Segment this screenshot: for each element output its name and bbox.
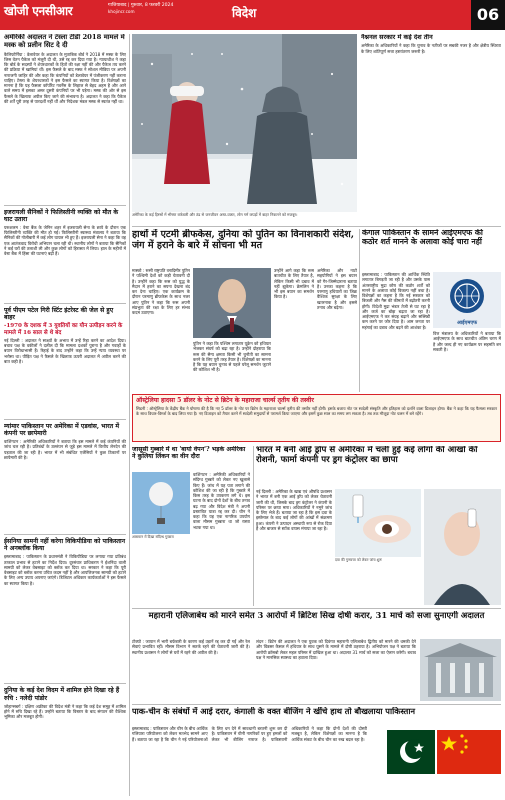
putin-article-col4: अमेरिका और नाटो सहयोगियों ने इस बयान को गैर-जिम्मेदाराना बताया है। उनका कहना है कि परमाणु हथियारों का जिक्र वैश्विक सुरक्षा के लिए खतरनाक है और इससे तनाव और बढ़ेगा। — [317, 268, 357, 310]
uk-court-headline-box — [132, 611, 501, 637]
dateline: गाजियाबाद | गुरुवार, 8 फरवरी 2024 — [108, 3, 174, 8]
article-israel: यरूशलम : वेस्ट बैंक के जेनिन शहर में इजरायली सेना के छापे के दौरान एक फिलिस्तीनी व्यक्ति की मौत हो गई। फिलिस्तीनी स्वास्थ्य मंत्रालय ने बताया कि सैनिकों की गोलीबारी में कई लोग घायल भी हुए हैं। इजरायली सेना ने कहा कि वह एक आतंकवाद विरोधी अभियान चला रही थी। स्थानीय लोगों ने बताया कि सैनिकों ने कई घरों की तलाशी ली और कुछ लोगों को हिरासत में लिया। हाल के महीनों में वेस्ट बैंक में हिंसा की घटनाएं बढ़ी हैं। — [4, 224, 126, 257]
edition-url: khojincr.com — [108, 9, 135, 14]
headline-jail-release: पूर्व पीएम पटेल गिरी स्टिंट इंटरेस्ट की जेल से हुए बाहर — [4, 306, 114, 321]
pak-china-flags — [371, 726, 501, 796]
snow-photo-caption: अमेरिका के कई हिस्सों में भीषण बर्फबारी और ठंड से जनजीवन अस्त-व्यस्त, लोग गर्म कपड़ों में बाहर निकलने को मजबूर। — [132, 212, 298, 217]
article-tesla: कैलिफोर्निया : डेलावेयर के अदालत के मुताबिक बोर्ड ने 2018 में मस्क के लिए जिस वेतन पैकेज को मंजूरी दी थी, उसे रद्द कर दिया गया है। न्यायाधीश ने कहा कि बोर्ड के सदस्यों ने शेयरधारकों के हितों की रक्षा नहीं की और पैकेज तय करने की प्रक्रिया में खामियां थीं। इस फैसले के बाद मस्क ने सोशल मीडिया पर अपनी नाराजगी जाहिर की और कहा कि कंपनियों को डेलावेयर में पंजीकरण नहीं कराना चाहिए। टेस्ला के शेयरधारकों ने इस फैसले का स्वागत किया है। विशेषज्ञों का मानना है कि यह फैसला कॉर्पोरेट गवर्नेंस के लिहाज से बेहद अहम है और आने वाले समय में इसका असर दूसरी कंपनियों पर भी पड़ेगा। मस्क की ओर से इस फैसले के खिलाफ अपील किए जाने की संभावना है। अदालत ने कहा कि पैकेज की शर्तें पूरी तरह से पारदर्शी नहीं थीं और निदेशक मंडल मस्क से स्वतंत्र नहीं था। — [4, 51, 126, 104]
masthead-brand: खोजी एनसीआर — [4, 4, 73, 18]
headline-pak-china: पाक-चीन के संबंधों में आई दरार, कंगाली के वक्त बीजिंग ने खींचे हाथ तो बौखलाया पाकिस्तान — [132, 707, 415, 716]
balloon-illustration — [132, 472, 190, 534]
uk-court-photo — [420, 639, 501, 701]
article-pak-china: इस्लामाबाद : पाकिस्तान और चीन के बीच आर्थिक गलियारा परियोजना को लेकर मतभेद सामने आए हैं। बताया जा रहा है कि चीन ने नई परियोजनाओं के लिए धन देने में सावधानी बरतनी शुरू कर दी है। पाकिस्तान में चीनी नागरिकों पर हुए हमलों को लेकर भी बीजिंग नाराज है। पाकिस्तानी अधिकारियों ने कहा कि दोनों देशों की दोस्ती मजबूत है, लेकिन विशेषज्ञों का मानना है कि आर्थिक संकट के बीच चीन का रुख बदल रहा है। — [132, 726, 367, 742]
right-column-top — [361, 34, 501, 202]
imf-label: आईएमएफ — [457, 319, 477, 326]
left-column — [4, 34, 126, 796]
column-divider — [359, 229, 360, 392]
article-brics: जोहान्सबर्ग : दक्षिण अफ्रीका की विदेश मंत्री ने कहा कि कई देश समूह में शामिल होने में रुचि दिखा रहे हैं। उन्होंने बताया कि विस्तार के बाद संगठन की वैश्विक भूमिका और मजबूत होगी। — [4, 703, 126, 720]
uk-court-illustration — [420, 639, 501, 701]
page-number: 06 — [471, 0, 505, 30]
eyedrop-headline-box — [256, 446, 501, 486]
article-wikipedia: इस्लामाबाद : पाकिस्तान के प्रधानमंत्री ने विकिपीडिया पर लगाया गया प्रतिबंध तत्काल प्रभाव से हटाने का निर्देश दिया। दूरसंचार प्राधिकरण ने ईशनिंदा वाली सामग्री को लेकर वेबसाइट को ब्लॉक कर दिया था। सरकार ने कहा कि पूरी वेबसाइट को ब्लॉक करना उचित कदम नहीं है और आपत्तिजनक सामग्री को हटाने के लिए अन्य उपाय अपनाए जाएंगे। डिजिटल अधिकार कार्यकर्ताओं ने इस फैसले का स्वागत किया है। — [4, 554, 126, 586]
article-australia-note: सिडनी : ऑस्ट्रेलिया के केंद्रीय बैंक ने घोषणा की है कि नए 5 डॉलर के नोट पर ब्रिटेन के महाराजा चार्ल्स तृतीय की तस्वीर नहीं होगी। इसके बजाय नोट पर स्वदेशी संस्कृति और इतिहास को दर्शाने वाला डिजाइन होगा। बैंक ने कहा कि यह फैसला सरकार के साथ विचार-विमर्श के बाद लिया गया है। नए डिजाइन को तैयार करने में स्वदेशी समुदायों से परामर्श किया जाएगा और इसमें कुछ साल का समय लग सकता है। तब तक मौजूदा नोट चलन में बने रहेंगे। — [136, 405, 497, 416]
imf-logo-photo — [433, 272, 501, 328]
article-raids: वाशिंगटन : अमेरिकी अधिकारियों ने बताया कि इस मामले में कई कंपनियों की जांच चल रही है। प्रतिबंधों के उल्लंघन से जुड़े इस मामले में वित्तीय लेनदेन की पड़ताल की जा रही है। भारत में भी संबंधित एजेंसियों ने कुछ ठिकानों पर छापेमारी की है। — [4, 439, 126, 460]
article-uk-court: लंदन : ब्रिटेन की अदालत ने एक युवक को दिवंगत महारानी एलिजाबेथ द्वितीय को मारने की धमकी देने और विंडसर कैसल में हथियार के साथ घुसने के मामले में दोषी ठहराया है। अभियोजन पक्ष ने बताया कि आरोपी क्रॉसबो लेकर महल परिसर में दाखिल हुआ था। अदालत 31 मार्च को सजा का ऐलान करेगी। बचाव पक्ष ने मानसिक स्वास्थ्य का हवाला दिया। — [256, 639, 416, 660]
headline-tesla: अमेरिकी अदालत ने टेस्ला टीडी 2018 मामले में मस्क को प्रलीन सिट दे दी — [4, 34, 125, 49]
headline-raids: म्यांमार पाकिस्तान पर अमेरिका में एडवांस, भारत में कंपनी पर छापेमारी — [4, 422, 120, 438]
snow-street-photo — [132, 34, 357, 212]
divider — [4, 419, 126, 420]
putin-headline-box — [132, 229, 357, 265]
putin-article-col1: मास्को : रूसी राष्ट्रपति व्लादिमीर पुतिन ने पश्चिमी देशों को कड़ी चेतावनी दी है। उन्होंने कहा कि रूस को युद्ध के मैदान में हराने का सपना देखना बंद कर देना चाहिए। एक कार्यक्रम के दौरान परमाणु ब्रीफकेस के साथ नजर आए पुतिन ने कहा कि रूस अपनी संप्रभुता की रक्षा के लिए हर संभव कदम उठाएगा। — [132, 268, 190, 315]
balloon-headline-box — [132, 446, 250, 470]
article-balloon: वाशिंगटन : अमेरिकी अधिकारियों ने संदिग्ध गुब्बारे को लेकर नए खुलासे किए हैं। जांच में यह पता लगाने की कोशिश की जा रही है कि गुब्बारे में किस तरह के उपकरण लगे थे। इस घटना के बाद दोनों देशों के बीच तनाव बढ़ गया और विदेश मंत्री ने अपनी प्रस्तावित यात्रा रद्द कर दी। चीन ने कहा कि यह एक नागरिक उपयोग वाला मौसम गुब्बारा था जो रास्ता भटक गया था। — [193, 472, 250, 530]
article-election-brief: अमेरिका के अधिकारियों ने कहा कि चुनाव के नतीजों पर सबकी नजर है और क्षेत्रीय स्थिरता के लिए शांतिपूर्ण सत्ता हस्तांतरण जरूरी है। — [361, 43, 501, 54]
divider — [132, 226, 501, 227]
putin-article-col2: पुतिन ने कहा कि पश्चिम लगातार यूक्रेन को हथियार भेजकर संघर्ष को बढ़ा रहा है। उन्होंने दोहराया कि रूस की सैन्य क्षमता किसी भी चुनौती का सामना करने के लिए पूरी तरह तैयार है। विशेषज्ञों का मानना है कि यह बयान चुनाव से पहले घरेलू समर्थन जुटाने की कोशिश भी है। — [193, 341, 271, 373]
article-jail-release: नई दिल्ली : अदालत ने साक्ष्यों के अभाव में उन्हें रिहा करने का आदेश दिया। बचाव पक्ष के वकीलों ने दलील दी कि मामला दशकों पुराना है और गवाहों के बयान विरोधाभासी हैं। रिहाई के बाद उन्होंने कहा कि उन्हें न्याय व्यवस्था पर भरोसा था। पीड़ित पक्ष ने फैसले के खिलाफ ऊपरी अदालत में अपील करने की बात कही है। — [4, 337, 126, 364]
headline-australia-note: ऑस्ट्रेलिया हादसा 5 डॉलर के नोट से ब्रिटेन के महाराजा चार्ल्स तृतीय की तस्वीर — [136, 397, 314, 404]
column-divider — [253, 446, 254, 606]
balloon-caption: आसमान में दिखा संदिग्ध गुब्बारा — [132, 535, 174, 539]
headline-putin: हाथों में एटमी ब्रीफकेस, दुनिया को पुतिन का विनाशकारी संदेश, जंग में हराने के बारे में सोचना भी मत — [132, 229, 355, 252]
snow-street-illustration — [132, 34, 357, 212]
subheadline-jail-release: -1970 के दशक में 3 युवतियों का यौन उत्पीड़न करने के मामले में 16 साल से थे बंद — [4, 323, 123, 336]
divider — [132, 608, 501, 609]
pak-china-headline-box — [132, 707, 501, 723]
eyedrop-illustration — [335, 489, 421, 557]
headline-pakistan-imf: कंगाल पाकिस्तान के सामने आईएमएफ की कठोर शर्त मानने के अलावा कोई चारा नहीं — [362, 229, 483, 246]
strip-japan-snow: टोक्यो : जापान में भारी बर्फबारी के कारण कई उड़ानें रद्द कर दी गईं और रेल सेवाएं प्रभावित रहीं। मौसम विभाग ने सतर्क रहने की चेतावनी जारी की है। स्थानीय प्रशासन ने लोगों से घरों में रहने की अपील की है। — [132, 639, 250, 655]
balloon-photo — [132, 472, 190, 534]
headline-eyedrop: भारत में बनी आई ड्रॉप से अमेरिका में चली हुई कई लोगों की आंखों की रोशनी, फार्मा कंपनी पर ड्रग कंट्रोलर का छापा — [256, 446, 478, 465]
putin-article-col3: उन्होंने आगे कहा कि रूस बातचीत के लिए तैयार है, लेकिन किसी भी दबाव में नहीं झुकेगा। क्रेमलिन ने भी इस बयान का समर्थन किया है। — [274, 268, 314, 300]
pak-china-flags-photo — [371, 726, 501, 796]
eyedrop-photo — [335, 489, 421, 557]
headline-balloon: जासूसी गुब्बारे में था 'बायो वेपन'? भड़के अमेरिका ने कुलिया लिंकन का वीन दौरा — [132, 446, 246, 461]
section-title: विदेश — [232, 6, 257, 20]
page-header — [0, 0, 505, 30]
headline-israel: इजरायली सैनिकों ने फिलिस्तीनी व्यक्ति को मौत के घाट उतारा — [4, 208, 119, 223]
headline-uk-court: महारानी एलिजाबेथ को मारने समेत 3 आरोपों में ब्रिटिश सिख दोषी करार, 31 मार्च को सजा सुनाएगी अदालत — [148, 611, 485, 620]
headline-brics: दुनिया के कई देश विदम में शामिल होने दिखा रहे हैं रुचि : नलेदी पांडोर — [4, 687, 120, 702]
eyedrop-caption: दवा की गुणवत्ता को लेकर जांच शुरू — [335, 558, 382, 562]
pakistan-imf-headline-box — [362, 229, 501, 269]
divider — [4, 205, 126, 206]
divider — [4, 534, 126, 535]
eyedrop-side-photo — [424, 489, 501, 605]
article-eyedrop: नई दिल्ली : अमेरिका के खाद्य एवं औषधि प्रशासन ने भारत में बनी एक आई ड्रॉप को लेकर चेतावनी जारी की थी, जिसके बाद ड्रग कंट्रोलर ने कंपनी के परिसर पर छापा मारा। अधिकारियों ने नमूने जांच के लिए भेजे हैं। बताया जा रहा है कि इस दवा के इस्तेमाल के बाद कई लोगों की आंखों में संक्रमण हुआ। कंपनी ने उत्पादन अस्थायी रूप से रोक दिया है और बाजार से स्टॉक वापस मंगाया जा रहा है। — [256, 489, 332, 531]
divider — [132, 704, 501, 705]
eyedrop-portrait — [424, 489, 501, 605]
putin-photo — [193, 268, 271, 338]
column-divider — [129, 34, 130, 796]
pakistan-imf-article-col2: वित्त मंत्रालय के अधिकारियों ने बताया कि आईएमएफ के साथ बातचीत अंतिम चरण में है और जल्द ही नए कार्यक्रम पर सहमति बन सकती है। — [433, 331, 501, 352]
divider — [4, 683, 126, 684]
divider — [4, 303, 126, 304]
headline-election-brief: नैश्ननल सरकार में कई देश तीन — [361, 34, 433, 41]
pakistan-imf-article-col1: इस्लामाबाद : पाकिस्तान की आर्थिक स्थिति लगातार बिगड़ती जा रही है और उसके पास अंतरराष्ट्रीय मुद्रा कोष की कठोर शर्तों को मानने के अलावा कोई विकल्प नहीं बचा है। विशेषज्ञों का कहना है कि नई सरकार को बिजली और गैस की कीमतों में बढ़ोतरी करनी होगी। विदेशी मुद्रा भंडार तेजी से घट रहा है और कर्ज का बोझ बढ़ता जा रहा है। आईएमएफ ने कर संग्रह बढ़ाने और सब्सिडी कम करने पर जोर दिया है। आम जनता पर महंगाई का दबाव और बढ़ने की आशंका है। — [362, 272, 430, 330]
headline-wikipedia: ईसनिया सामनी नहीं करेगा विकिपीडिया को पाकिस्तान ने अनब्लॉक किया — [4, 538, 126, 553]
australia-note-box — [132, 394, 501, 442]
putin-portrait — [193, 268, 271, 338]
